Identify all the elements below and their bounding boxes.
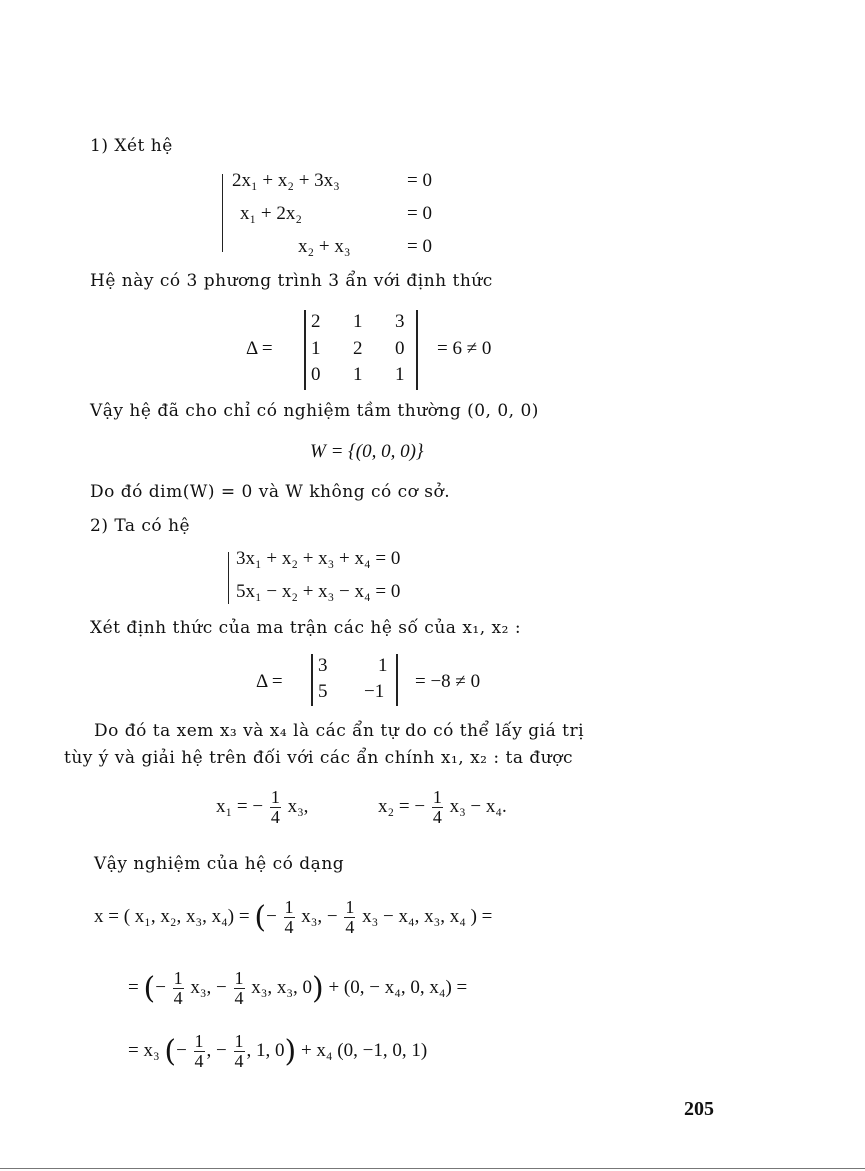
fraction: $\frac{1}{4}$ xyxy=(284,897,294,937)
solution-eq-1: x = ( x₁, x₂, x₃, x₄) = (− $\frac{1}{4}$ x₃, − $\frac{1}{4}$ x₃ − x₄, x₃, x₄ ) = xyxy=(94,897,493,937)
det2-cell: 3 xyxy=(318,655,328,676)
solution-eq-2: = (− $\frac{1}{4}$ x₃, − $\frac{1}{4}$ x₃, x₃, 0) + (0, − x₄, 0, x₄) = xyxy=(128,968,468,1008)
eq1-mid: x₃, − xyxy=(301,905,338,927)
part2-heading: 2) Ta có hệ xyxy=(90,516,191,536)
eq1-lhs: x = ( x₁, x₂, x₃, x₄) = xyxy=(94,905,250,927)
det1-cell: 2 xyxy=(353,338,363,359)
eq1-end: x₃ − x₄, x₃, x₄ ) = xyxy=(362,905,493,927)
fraction: $\frac{1}{4}$ xyxy=(234,1031,244,1071)
part1-heading: 1) Xét hệ xyxy=(90,136,173,156)
delta-result-1: = 6 ≠ 0 xyxy=(437,338,492,359)
w-set: W = {(0, 0, 0)} xyxy=(310,441,424,462)
free-vars-line-2: tùy ý và giải hệ trên đối với các ẩn chính x₁, x₂ : ta được xyxy=(64,748,573,768)
fraction: $\frac{1}{4}$ xyxy=(194,1031,204,1071)
free-vars-line-1: Do đó ta xem x₃ và x₄ là các ẩn tự do có thể lấy giá trị xyxy=(94,721,585,741)
system1-row1: 2x₁ + x₂ + 3x₃ xyxy=(232,170,340,191)
eq2-lead: = xyxy=(128,976,139,998)
det1-cell: 2 xyxy=(311,311,321,332)
det-bar-left-1 xyxy=(304,310,306,390)
fraction: $\frac{1}{4}$ xyxy=(270,787,280,827)
fraction: $\frac{1}{4}$ xyxy=(173,968,183,1008)
delta-label-2: Δ = xyxy=(256,671,283,692)
eq3-lead: = x₃ xyxy=(128,1039,160,1061)
paren-close: ) xyxy=(284,1033,297,1069)
det2-cell: 1 xyxy=(378,655,388,676)
det-intro: Xét định thức của ma trận các hệ số của x₁, x₂ : xyxy=(90,618,522,638)
sol-x1-lhs: x₁ = − xyxy=(216,795,264,817)
dim-line: Do đó dim(W) = 0 và W không có cơ sở. xyxy=(90,482,451,502)
page-number: 205 xyxy=(684,1098,714,1120)
sol-x1-rhs: x₃, xyxy=(287,795,309,817)
det-bar-right-2 xyxy=(396,654,398,706)
part1-conclusion: Vậy hệ đã cho chỉ có nghiệm tầm thường (0, 0, 0) xyxy=(90,401,539,421)
solution-eq-3: = x₃ (− $\frac{1}{4}$ , − $\frac{1}{4}$ , 1, 0) + x₄ (0, −1, 0, 1) xyxy=(128,1031,428,1071)
det1-cell: 1 xyxy=(353,364,363,385)
det1-cell: 0 xyxy=(395,338,405,359)
system2-row1: 3x₁ + x₂ + x₃ + x₄ = 0 xyxy=(236,548,401,569)
det1-cell: 1 xyxy=(395,364,405,385)
det1-cell: 0 xyxy=(311,364,321,385)
page-bottom-rule xyxy=(0,1168,865,1169)
left-brace xyxy=(228,552,229,604)
system1-row3: x₂ + x₃ xyxy=(298,236,351,257)
paren-open: ( xyxy=(254,899,267,935)
system1-row2: x₁ + 2x₂ xyxy=(240,203,302,224)
delta-result-2: = −8 ≠ 0 xyxy=(415,671,481,692)
eq2-c: + (0, − x₄, 0, x₄) = xyxy=(328,976,468,998)
left-brace xyxy=(222,174,223,252)
eq3-b: 1, 0 xyxy=(256,1039,285,1061)
det2-cell: 5 xyxy=(318,681,328,702)
fraction: $\frac{1}{4}$ xyxy=(345,897,355,937)
delta-label-1: Δ = xyxy=(246,338,273,359)
det1-cell: 3 xyxy=(395,311,405,332)
det1-cell: 1 xyxy=(311,338,321,359)
det-bar-right-1 xyxy=(416,310,418,390)
sol-x2-rhs: x₃ − x₄. xyxy=(449,795,507,817)
system1-rhs3: = 0 xyxy=(407,236,432,257)
fraction: $\frac{1}{4}$ xyxy=(234,968,244,1008)
solution-x2 xyxy=(378,788,507,827)
det-bar-left-2 xyxy=(311,654,313,706)
system2-row2: 5x₁ − x₂ + x₃ − x₄ = 0 xyxy=(236,581,401,602)
eq2-a: x₃, − xyxy=(190,976,227,998)
sol-x2-lhs: x₂ = − xyxy=(378,795,426,817)
eq2-b: x₃, x₃, 0 xyxy=(251,976,312,998)
fraction: $\frac{1}{4}$ xyxy=(432,787,442,827)
part1-intro: Hệ này có 3 phương trình 3 ẩn với định thức xyxy=(90,271,493,291)
det2-cell: −1 xyxy=(364,681,385,702)
form-line: Vậy nghiệm của hệ có dạng xyxy=(94,854,345,874)
paren-open: ( xyxy=(164,1033,177,1069)
eq3-c: + x₄ (0, −1, 0, 1) xyxy=(300,1039,428,1061)
paren-close: ) xyxy=(312,970,324,1006)
system1-rhs1: = 0 xyxy=(407,170,432,191)
paren-open: ( xyxy=(143,970,156,1006)
system1-rhs2: = 0 xyxy=(407,203,432,224)
solution-x1 xyxy=(216,788,308,827)
det1-cell: 1 xyxy=(353,311,363,332)
